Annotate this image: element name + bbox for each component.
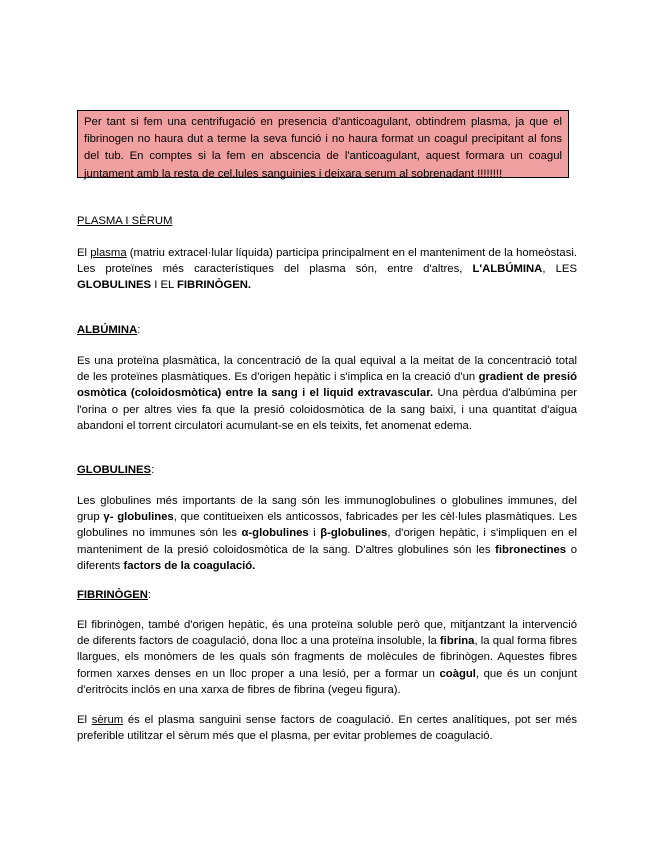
section-title-albumina: ALBÚMINA: <box>77 324 141 336</box>
term-factors-coagulacio: factors de la coagulació. <box>123 559 256 572</box>
term-beta-globulines: β-globulines <box>320 527 388 540</box>
section-title-plasma-serum: PLASMA I SÈRUM <box>77 215 173 227</box>
term-globulines: GLOBULINES <box>77 279 152 292</box>
term-gamma-globulines: γ- globulines <box>103 511 174 524</box>
term-coagul: coàgul <box>439 667 476 680</box>
term-serum: sèrum <box>91 714 124 726</box>
term-fibronectines: fibronectines <box>495 543 567 556</box>
term-alpha-globulines: α-globulines <box>241 527 309 540</box>
section-title-globulines: GLOBULINES: <box>77 464 155 476</box>
paragraph-globulines: Les globulines més importants de la sang són les immunoglobulines o globulines immunes, del grup γ- globulines, que contitueixen els anticossos, fabricades per les cèl·lules plasmàtiques. Les globulines no immunes són les α-globulines i β-globulines, d'origen hepàtic, i s'impliquen en el manteniment de la presió coloidosmòtica de la sang. D'altres globulines són les fibronectines o diferents factors de la coagulació. <box>77 495 578 572</box>
callout-text: Per tant si fem una centrifugació en presencia d'anticoagulant, obtindrem plasma, ja que el fibrinogen no haura dut a terme la seva funció i no haura format un coagul precipitant al fons del tub. En comptes si la fem en abscencia de l'anticoagulant, aquest formara un coagul juntament amb la resta de cel.lules sanguinies i deixara serum al sobrenadant !!!!!!!! <box>84 116 562 180</box>
paragraph-fibrinogen: El fibrinògen, també d'origen hepàtic, és una proteïna soluble però que, mitjantzant la intervenció de diferents factors de coagulació, dona lloc a una proteïna insoluble, la fibrina, la qual forma fibres llargues, els monòmers de les quals són fragments de molècules de fibrinògen. Aquestes fibres formen xarxes denses en un lloc proper a una lesió, per a formar un coàgul, que és un conjunt d'eritròcits inclós en una xarxa de fibres de fibrina (vegeu figura). <box>77 619 578 696</box>
section-title-fibrinogen: FIBRINÒGEN: <box>77 589 152 601</box>
term-plasma: plasma <box>90 247 127 259</box>
term-fibrinogen: FIBRINÒGEN. <box>177 279 252 292</box>
paragraph-plasma: El plasma (matriu extracel·lular líquida) participa principalment en el manteniment de la homeòstasi. Les proteïnes més característiques del plasma són, entre d'altres, L'ALBÚMINA, LES GLOBULINES I EL FIBRINÒGEN. <box>77 247 577 292</box>
term-gradient: gradient de presió osmòtica (coloidosmòtica) entre la sang i el liquid extravascular. <box>77 371 577 400</box>
term-albumina: L'ALBÚMINA <box>472 263 543 276</box>
paragraph-serum: El sèrum és el plasma sanguini sense factors de coagulació. En certes analítiques, pot ser més preferible utilitzar el sèrum més que el plasma, per evitar problemes de coagulació. <box>77 714 578 743</box>
paragraph-albumina: Es una proteïna plasmàtica, la concentració de la qual equival a la meitat de la concentració total de les proteïnes plasmàtiques. Es d'origen hepàtic i s'implica en la creació d'un gradient de presió osmòtica (coloidosmòtica) entre la sang i el liquid extravascular. Una pèrdua d'albúmina per l'orina o per altres vies fa que la presió coloidosmòtica de la sang baixi, i una quantitat d'aigua abandoni el torrent circulatori acumulant-se en els teixits, fet anomenat edema. <box>77 355 577 432</box>
term-fibrina: fibrina <box>439 635 475 648</box>
callout-note <box>77 110 569 178</box>
